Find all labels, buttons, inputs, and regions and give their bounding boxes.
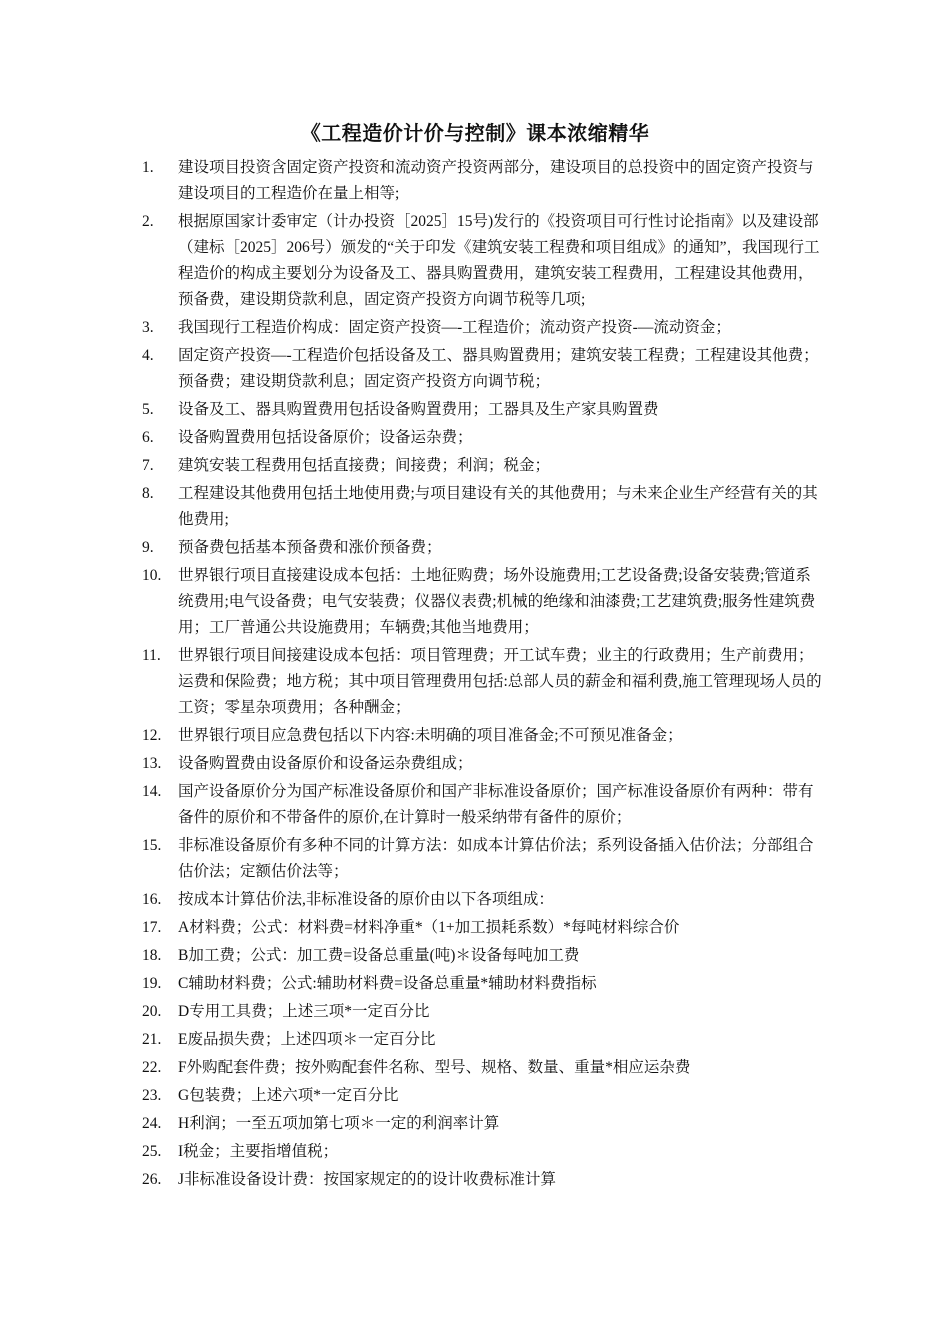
list-item	[142, 751, 822, 777]
item-number: 3.	[142, 319, 154, 336]
list-item	[142, 1139, 822, 1165]
item-number: 26.	[142, 1171, 162, 1188]
item-text: 世界银行项目间接建设成本包括：项目管理费；开工试车费；业主的行政费用；生产前费用；运费和保险费；地方税；其中项目管理费用包括:总部人员的薪金和福利费,施工管理现场人员的工资；零星杂项费用；各种酬金；	[178, 647, 822, 716]
item-text: 设备购置费用包括设备原价；设备运杂费；	[178, 429, 473, 446]
item-text: H利润；一至五项加第七项＊一定的利润率计算	[178, 1115, 500, 1132]
item-text: B加工费；公式：加工费=设备总重量(吨)＊设备每吨加工费	[178, 947, 580, 964]
list-item	[142, 1055, 822, 1081]
item-number: 9.	[142, 539, 154, 556]
list-item	[142, 1111, 822, 1137]
item-text: F外购配套件费；按外购配套件名称、型号、规格、数量、重量*相应运杂费	[178, 1059, 691, 1076]
document-title: 《工程造价计价与控制》课本浓缩精华	[300, 123, 650, 145]
item-number: 22.	[142, 1059, 162, 1076]
item-number: 14.	[142, 783, 162, 800]
item-number: 6.	[142, 429, 154, 446]
item-text: 固定资产投资—-工程造价包括设备及工、器具购置费用；建筑安装工程费；工程建设其他费；预备费；建设期贷款利息；固定资产投资方向调节税；	[178, 347, 819, 390]
item-text: I税金；主要指增值税；	[178, 1143, 339, 1160]
item-number: 19.	[142, 975, 162, 992]
item-text: C辅助材料费；公式:辅助材料费=设备总重量*辅助材料费指标	[178, 975, 597, 992]
item-number: 24.	[142, 1115, 162, 1132]
list-item	[142, 915, 822, 941]
list-item	[142, 833, 822, 885]
numbered-list	[142, 155, 822, 1195]
list-item	[142, 209, 822, 313]
item-text: 非标准设备原价有多种不同的计算方法：如成本计算估价法；系列设备插入估价法；分部组合估价法；定额估价法等；	[178, 837, 814, 880]
list-item	[142, 425, 822, 451]
item-text: 世界银行项目直接建设成本包括：土地征购费；场外设施费用;工艺设备费;设备安装费;管道系统费用;电气设备费；电气安装费；仪器仪表费;机械的绝缘和油漆费;工艺建筑费;服务性建筑费用；工厂普通公共设施费用；车辆费;其他当地费用；	[178, 567, 816, 636]
item-text: 国产设备原价分为国产标准设备原价和国产非标准设备原价；国产标准设备原价有两种：带有备件的原价和不带备件的原价,在计算时一般采纳带有备件的原价；	[178, 783, 814, 826]
item-text: D专用工具费；上述三项*一定百分比	[178, 1003, 430, 1020]
item-number: 15.	[142, 837, 162, 854]
item-number: 25.	[142, 1143, 162, 1160]
list-item	[142, 481, 822, 533]
list-item	[142, 887, 822, 913]
item-text: 工程建设其他费用包括土地使用费;与项目建设有关的其他费用；与未来企业生产经营有关的其他费用;	[178, 485, 818, 528]
list-item	[142, 563, 822, 641]
item-number: 10.	[142, 567, 162, 584]
list-item	[142, 155, 822, 207]
list-item	[142, 535, 822, 561]
item-text: A材料费；公式：材料费=材料净重*（1+加工损耗系数）*每吨材料综合价	[178, 919, 680, 936]
item-number: 2.	[142, 213, 154, 230]
item-number: 4.	[142, 347, 154, 364]
item-number: 23.	[142, 1087, 162, 1104]
item-number: 20.	[142, 1003, 162, 1020]
item-number: 18.	[142, 947, 162, 964]
item-text: 建设项目投资含固定资产投资和流动资产投资两部分，建设项目的总投资中的固定资产投资与建设项目的工程造价在量上相等;	[178, 159, 814, 202]
item-text: 预备费包括基本预备费和涨价预备费；	[178, 539, 442, 556]
item-text: 根据原国家计委审定（计办投资［2025］15号)发行的《投资项目可行性讨论指南》以及建设部（建标［2025］206号）颁发的“关于印发《建筑安装工程费和项目组成》的通知”，我国现行工程造价的构成主要划分为设备及工、器具购置费用，建筑安装工程费用，工程建设其他费用，预备费，建设期贷款利息，固定资产投资方向调节税等几项;	[178, 213, 820, 308]
item-number: 16.	[142, 891, 162, 908]
item-text: 设备及工、器具购置费用包括设备购置费用；工器具及生产家具购置费	[178, 401, 659, 418]
list-item	[142, 999, 822, 1025]
list-item	[142, 1083, 822, 1109]
item-number: 12.	[142, 727, 162, 744]
item-number: 7.	[142, 457, 154, 474]
item-number: 1.	[142, 159, 154, 176]
item-number: 17.	[142, 919, 162, 936]
list-item	[142, 723, 822, 749]
list-item	[142, 943, 822, 969]
item-text: 世界银行项目应急费包括以下内容:未明确的项目准备金;不可预见准备金；	[178, 727, 683, 744]
item-number: 13.	[142, 755, 162, 772]
item-number: 21.	[142, 1031, 162, 1048]
item-text: 建筑安装工程费用包括直接费；间接费；利润；税金；	[178, 457, 551, 474]
list-item	[142, 397, 822, 423]
list-item	[142, 779, 822, 831]
item-number: 11.	[142, 647, 161, 664]
list-item	[142, 971, 822, 997]
list-item	[142, 315, 822, 341]
list-item	[142, 343, 822, 395]
item-number: 5.	[142, 401, 154, 418]
item-text: E废品损失费；上述四项＊一定百分比	[178, 1031, 436, 1048]
list-item	[142, 1027, 822, 1053]
item-text: 我国现行工程造价构成：固定资产投资—-工程造价；流动资产投资-—流动资金；	[178, 319, 731, 336]
item-text: G包装费；上述六项*一定百分比	[178, 1087, 399, 1104]
list-item	[142, 1167, 822, 1193]
list-item	[142, 453, 822, 479]
item-number: 8.	[142, 485, 154, 502]
item-text: J非标准设备设计费：按国家规定的的设计收费标准计算	[178, 1171, 557, 1188]
item-text: 设备购置费由设备原价和设备运杂费组成；	[178, 755, 473, 772]
item-text: 按成本计算估价法,非标准设备的原价由以下各项组成：	[178, 891, 554, 908]
list-item	[142, 643, 822, 721]
